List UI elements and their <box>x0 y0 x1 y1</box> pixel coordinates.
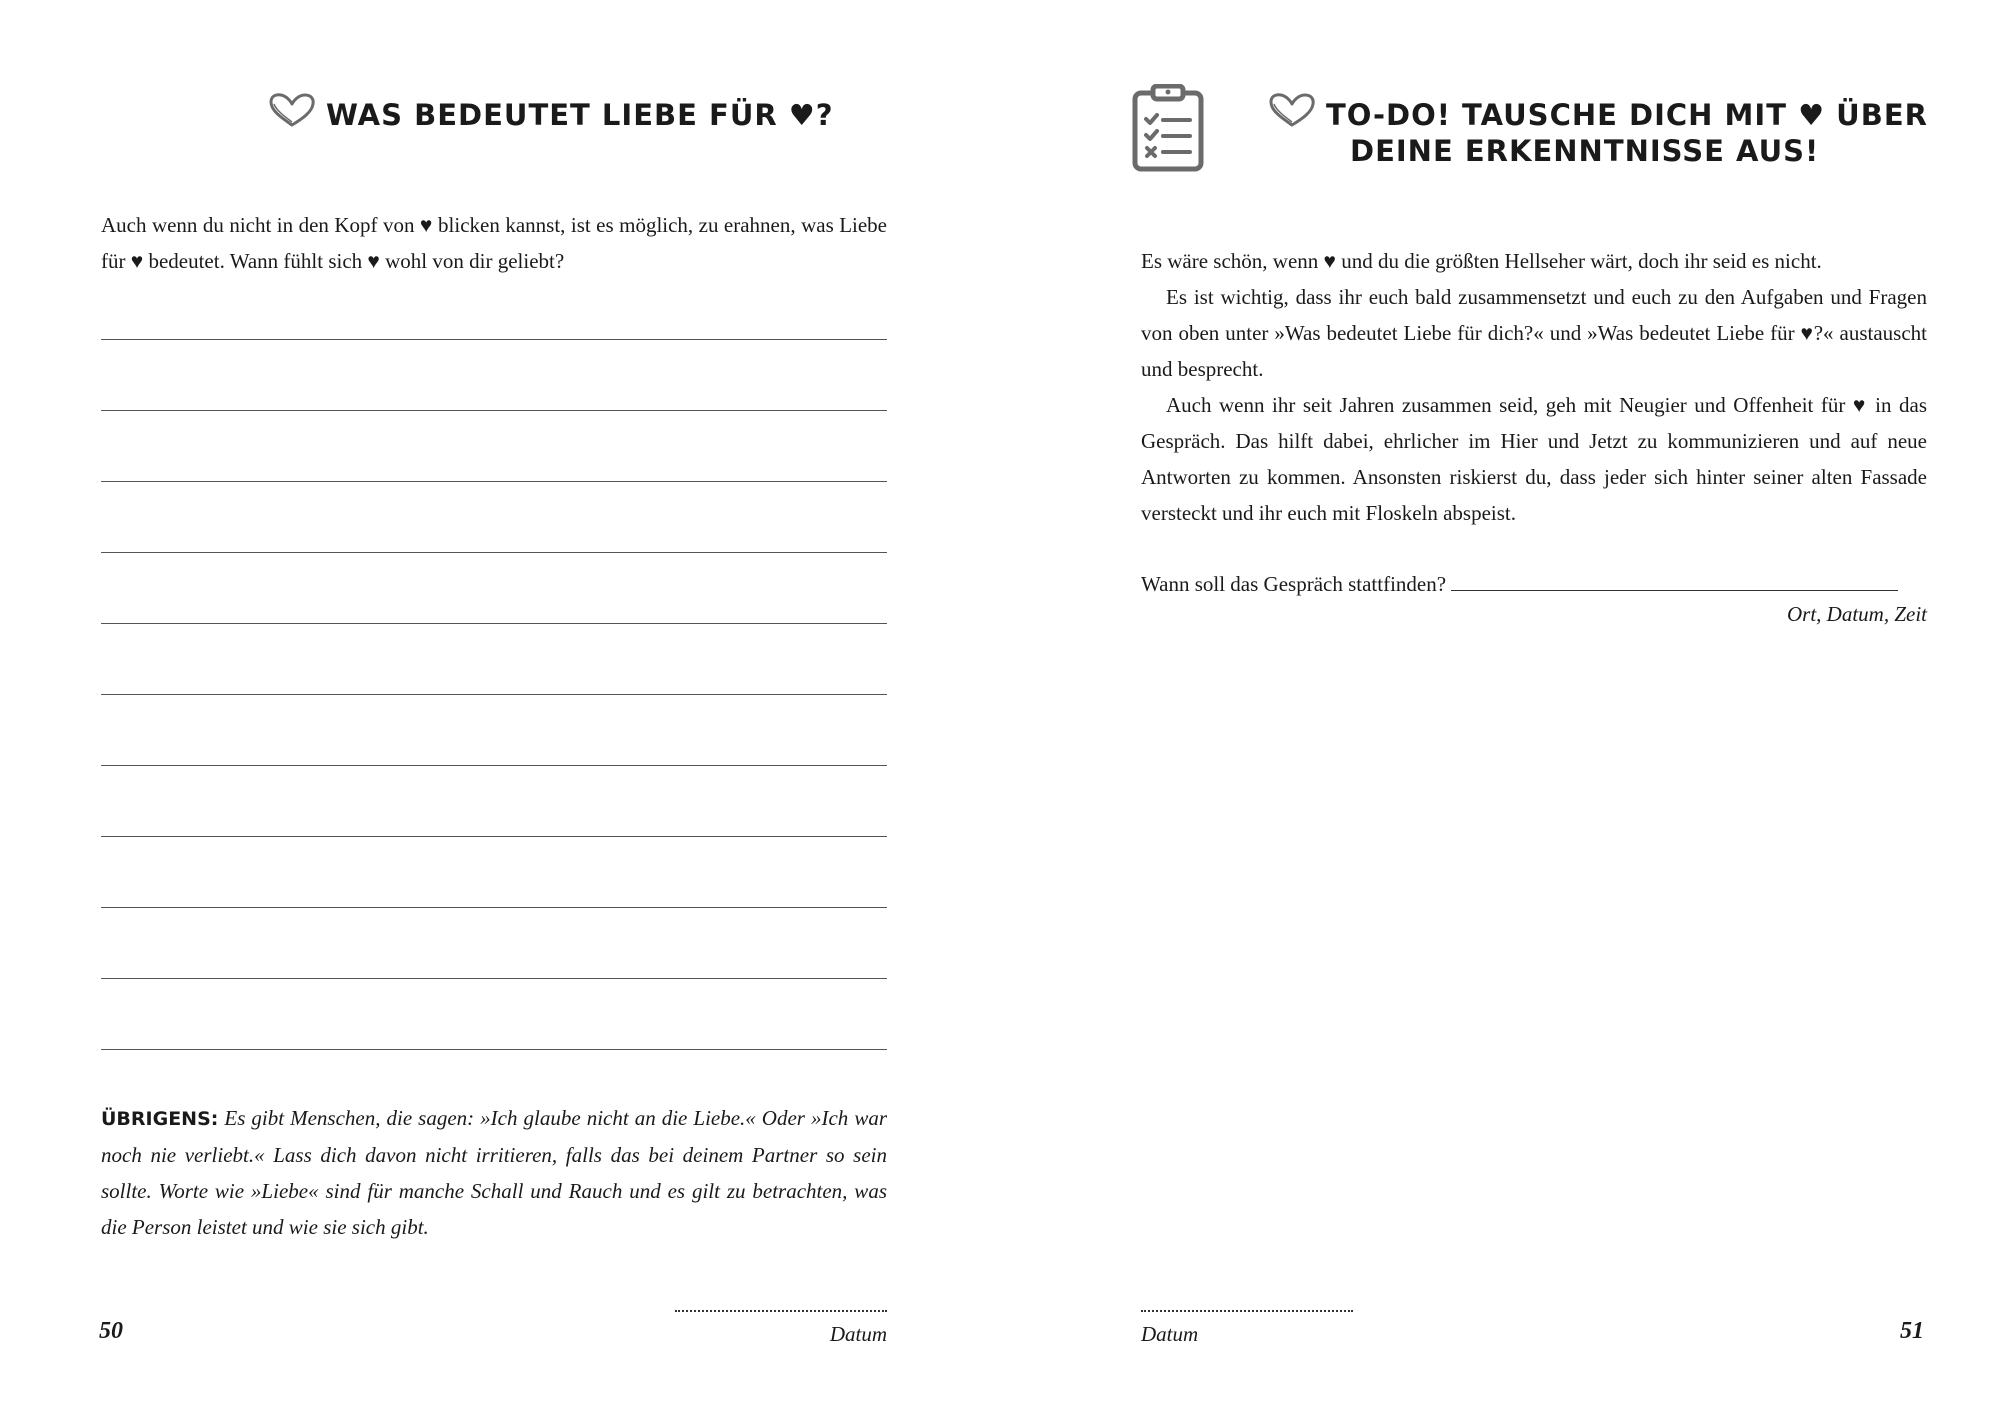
answer-line[interactable] <box>101 552 887 553</box>
meeting-question <box>1141 566 1898 602</box>
paragraph: Es ist wichtig, dass ihr euch bald zusammensetzt und euch zu den Aufgaben und Fragen von oben unter »Was bedeutet Liebe für dich?« und »Was bedeutet Liebe für ♥?« austauscht und besprecht. <box>1141 285 1927 381</box>
paragraph: Auch wenn ihr seit Jahren zusammen seid, geh mit Neugier und Offenheit für ♥ in das Gespräch. Das hilft dabei, ehrlicher im Hier und Jetzt zu kommunizieren und auf neue Antworten zu kommen. Ansonsten riskierst du, dass jeder sich hinter seiner alten Fassade versteckt und ihr euch mit Floskeln abspeist. <box>1141 393 1927 525</box>
clipboard-checklist-icon <box>1132 84 1204 172</box>
body-paragraphs <box>1141 243 1927 531</box>
date-label: Datum <box>1141 1322 1199 1346</box>
page-title: TO-DO! TAUSCHE DICH MIT ♥ ÜBER DEINE ERKENNTNISSE AUS! <box>1326 98 1928 168</box>
answer-line[interactable] <box>101 339 887 340</box>
note-box <box>101 1100 887 1245</box>
answer-line[interactable] <box>101 410 887 411</box>
answer-hint: Ort, Datum, Zeit <box>1786 602 1927 626</box>
answer-line[interactable] <box>101 1049 887 1050</box>
answer-line[interactable] <box>101 907 887 908</box>
answer-line[interactable] <box>101 481 887 482</box>
paragraph: Es wäre schön, wenn ♥ und du die größten Hellseher wärt, doch ihr seid es nicht. <box>1141 249 1822 273</box>
date-dotted-line[interactable] <box>1141 1310 1353 1312</box>
heart-outline-icon <box>1268 92 1316 128</box>
answer-line[interactable] <box>101 836 887 837</box>
date-field[interactable] <box>1141 1310 1353 1347</box>
heart-outline-icon <box>268 92 316 128</box>
date-field[interactable] <box>675 1310 887 1347</box>
question-text: Wann soll das Gespräch stattfinden? <box>1141 572 1447 596</box>
date-label: Datum <box>829 1322 887 1346</box>
note-label: ÜBRIGENS: <box>101 1108 219 1130</box>
page-number: 50 <box>99 1318 123 1344</box>
answer-line[interactable] <box>101 765 887 766</box>
note-text: Es gibt Menschen, die sagen: »Ich glaube nicht an die Liebe.« Oder »Ich war noch nie verliebt.« Lass dich davon nicht irritieren, falls das bei deinem Partner so sein sollte. Worte wie »Liebe« sind für manche Schall und Rauch und es gilt zu betrachten, was die Person leistet und wie sie sich gibt. <box>101 1106 887 1239</box>
answer-line[interactable] <box>101 978 887 979</box>
date-dotted-line[interactable] <box>675 1310 887 1312</box>
right-page <box>1004 0 2008 1417</box>
intro-paragraph: Auch wenn du nicht in den Kopf von ♥ blicken kannst, ist es möglich, zu erahnen, was Liebe für ♥ bedeutet. Wann fühlt sich ♥ wohl von dir geliebt? <box>101 213 887 273</box>
answer-line[interactable] <box>101 623 887 624</box>
page-number: 51 <box>1900 1318 1924 1344</box>
page-title: WAS BEDEUTET LIEBE FÜR ♥? <box>326 98 834 132</box>
meeting-answer-line[interactable] <box>1451 570 1898 591</box>
answer-line[interactable] <box>101 694 887 695</box>
